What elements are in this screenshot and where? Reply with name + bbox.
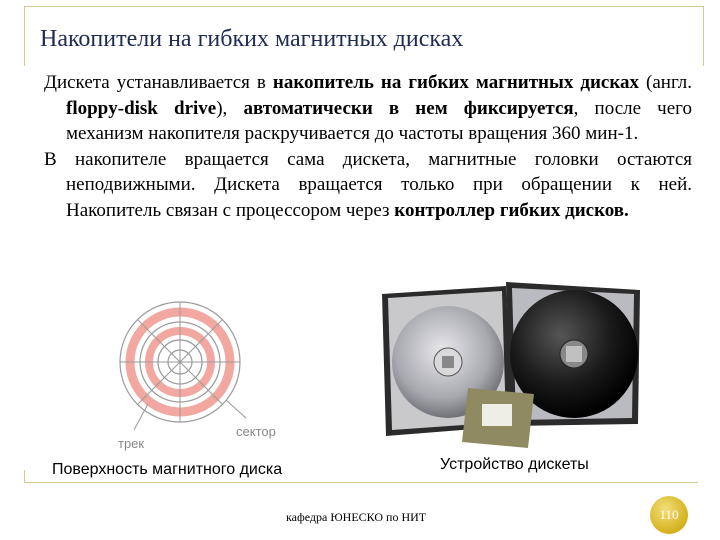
sector-lines (120, 302, 240, 422)
sector-label: сектор (236, 424, 276, 439)
slide-title: Накопители на гибких магнитных дисках (40, 26, 464, 52)
sector-pointer (226, 400, 246, 418)
floppy-disassembly-illustration (378, 276, 646, 448)
disk-surface-diagram (108, 300, 288, 455)
text-span: ), (216, 97, 244, 119)
caption-disk-surface: Поверхность магнитного диска (52, 461, 283, 478)
text-span: (англ. (639, 72, 693, 93)
text-span: , после чего механизм накопителя раскручивается до частоты вращения 360 мин-1. (66, 97, 692, 144)
frame-bottom-left-border (24, 470, 25, 482)
footer-department: кафедра ЮНЕСКО по НИТ (286, 510, 427, 524)
caption-floppy-structure: Устройство дискеты (440, 456, 589, 473)
shutter-metal (462, 388, 534, 448)
frame-bottom-border (24, 482, 698, 483)
body-text (44, 70, 692, 223)
page-number-badge: 110 (650, 496, 688, 534)
track-label: трек (118, 436, 145, 451)
paragraph-2 (44, 147, 692, 224)
bold-term: floppy-disk drive (66, 97, 217, 119)
bold-term: накопитель на гибких магнитных дисках (272, 72, 639, 93)
bold-term: контроллер гибких дисков. (394, 199, 629, 221)
text-span: В накопителе вращается сама дискета, магнитные головки остаются неподвижными. Дискета вращается только при обращении к ней. Накопитель связан с процессором через (44, 148, 692, 221)
frame-left-border (24, 6, 25, 66)
bold-term: автоматически в нем фиксируется (243, 97, 574, 119)
text-span: Дискета устанавливается в (44, 72, 273, 93)
paragraph-1 (44, 70, 692, 147)
